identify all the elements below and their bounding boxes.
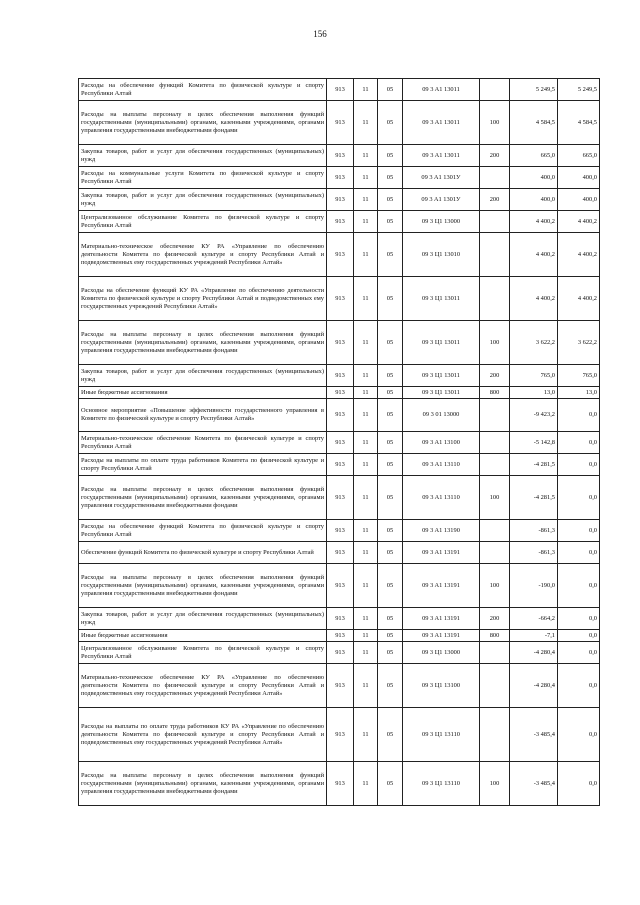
cell-amount-2: 0,0 [558,432,600,454]
cell-target-article: 09 3 Ц1 13011 [403,277,480,321]
cell-amount-1: -861,3 [510,520,558,542]
cell-section: 11 [354,642,378,664]
cell-section: 11 [354,277,378,321]
cell-subsection: 05 [378,564,403,608]
cell-amount-2: 400,0 [558,167,600,189]
cell-amount-1: 5 249,5 [510,79,558,101]
cell-amount-2: 0,0 [558,608,600,630]
cell-expense-type: 100 [480,564,510,608]
cell-target-article: 09 3 A1 13191 [403,608,480,630]
cell-amount-1: 4 400,2 [510,233,558,277]
table-row [79,145,600,167]
cell-ministry-code: 913 [327,564,354,608]
cell-subsection: 05 [378,321,403,365]
cell-amount-2: 400,0 [558,189,600,211]
table-row [79,387,600,399]
cell-section: 11 [354,79,378,101]
cell-ministry-code: 913 [327,189,354,211]
cell-section: 11 [354,762,378,806]
cell-subsection: 05 [378,101,403,145]
cell-target-article: 09 3 Ц1 13011 [403,365,480,387]
cell-target-article: 09 3 01 13000 [403,399,480,432]
cell-target-article: 09 3 A1 13100 [403,432,480,454]
cell-expense-type [480,454,510,476]
cell-amount-2: 0,0 [558,762,600,806]
cell-subsection: 05 [378,167,403,189]
cell-name: Расходы на выплаты по оплате труда работников КУ РА «Управление по обеспечению деятельности Комитета по физической культуре и спорту Республики Алтай и подведомственных ему государственных учреждений Республики Алтай» [79,708,327,762]
cell-name: Закупка товаров, работ и услуг для обеспечения государственных (муниципальных) нужд [79,608,327,630]
table-row [79,520,600,542]
cell-expense-type [480,167,510,189]
cell-name: Материально-техническое обеспечение КУ РА «Управление по обеспечению деятельности Комитета по физической культуре и спорту Республики Алтай и подведомственных ему государственных учреждений Республики Алтай» [79,233,327,277]
cell-expense-type: 800 [480,387,510,399]
cell-subsection: 05 [378,520,403,542]
cell-ministry-code: 913 [327,211,354,233]
cell-section: 11 [354,387,378,399]
table-row [79,233,600,277]
cell-subsection: 05 [378,399,403,432]
cell-amount-2: 5 249,5 [558,79,600,101]
cell-subsection: 05 [378,664,403,708]
cell-subsection: 05 [378,365,403,387]
cell-amount-2: 0,0 [558,664,600,708]
cell-amount-1: -3 485,4 [510,762,558,806]
cell-subsection: 05 [378,642,403,664]
cell-name: Расходы на обеспечение функций КУ РА «Управление по обеспечению деятельности Комитета по физической культуре и спорту Республики Алтай и подведомственных ему государственных учреждений Республики Алтай» [79,277,327,321]
table-row [79,642,600,664]
cell-amount-1: -9 423,2 [510,399,558,432]
cell-target-article: 09 3 Ц1 13000 [403,642,480,664]
cell-name: Материально-техническое обеспечение КУ РА «Управление по обеспечению деятельности Комитета по физической культуре и спорту Республики Алтай и подведомственных ему государственных учреждений Республики Алтай» [79,664,327,708]
cell-ministry-code: 913 [327,365,354,387]
cell-ministry-code: 913 [327,476,354,520]
table-row [79,708,600,762]
cell-expense-type: 200 [480,365,510,387]
table-row [79,399,600,432]
cell-name: Расходы на выплаты персоналу в целях обеспечения выполнения функций государственными (муниципальными) органами, казенными учреждениями, органами управления государственными внебюджетными фондами [79,762,327,806]
table-row [79,454,600,476]
cell-name: Централизованное обслуживание Комитета по физической культуре и спорту Республики Алтай [79,211,327,233]
cell-amount-1: -4 281,5 [510,454,558,476]
cell-ministry-code: 913 [327,608,354,630]
table-row [79,476,600,520]
cell-section: 11 [354,101,378,145]
cell-expense-type: 800 [480,630,510,642]
cell-amount-2: 0,0 [558,520,600,542]
cell-amount-2: 4 584,5 [558,101,600,145]
cell-expense-type [480,642,510,664]
budget-table [78,78,600,806]
table-row [79,762,600,806]
cell-amount-1: -190,0 [510,564,558,608]
cell-amount-2: 4 400,2 [558,277,600,321]
cell-amount-2: 0,0 [558,542,600,564]
cell-subsection: 05 [378,189,403,211]
table-row [79,365,600,387]
cell-expense-type [480,542,510,564]
cell-amount-1: 13,0 [510,387,558,399]
cell-target-article: 09 3 Ц1 13011 [403,321,480,365]
cell-subsection: 05 [378,708,403,762]
cell-target-article: 09 3 A1 13110 [403,454,480,476]
cell-amount-2: 0,0 [558,399,600,432]
cell-name: Расходы на выплаты персоналу в целях обеспечения выполнения функций государственными (муниципальными) органами, казенными учреждениями, органами управления государственными внебюджетными фондами [79,101,327,145]
cell-amount-2: 0,0 [558,642,600,664]
cell-amount-1: -4 280,4 [510,664,558,708]
cell-amount-2: 4 400,2 [558,211,600,233]
cell-section: 11 [354,564,378,608]
cell-amount-2: 0,0 [558,708,600,762]
cell-ministry-code: 913 [327,542,354,564]
cell-section: 11 [354,167,378,189]
cell-ministry-code: 913 [327,277,354,321]
cell-expense-type [480,211,510,233]
cell-target-article: 09 3 A1 1301У [403,189,480,211]
cell-section: 11 [354,432,378,454]
cell-amount-2: 765,0 [558,365,600,387]
cell-expense-type: 100 [480,101,510,145]
cell-ministry-code: 913 [327,520,354,542]
cell-amount-1: -4 280,4 [510,642,558,664]
cell-subsection: 05 [378,476,403,520]
cell-amount-1: 4 400,2 [510,277,558,321]
cell-expense-type: 200 [480,608,510,630]
cell-subsection: 05 [378,277,403,321]
cell-ministry-code: 913 [327,101,354,145]
cell-amount-1: -664,2 [510,608,558,630]
cell-expense-type [480,233,510,277]
page-number: 156 [313,29,327,39]
cell-expense-type [480,277,510,321]
cell-amount-1: -3 485,4 [510,708,558,762]
table-row [79,321,600,365]
cell-ministry-code: 913 [327,762,354,806]
cell-target-article: 09 3 A1 13011 [403,145,480,167]
cell-expense-type: 100 [480,321,510,365]
cell-subsection: 05 [378,233,403,277]
cell-amount-1: 400,0 [510,189,558,211]
cell-target-article: 09 3 Ц1 13010 [403,233,480,277]
cell-target-article: 09 3 A1 13191 [403,630,480,642]
cell-subsection: 05 [378,762,403,806]
cell-expense-type [480,432,510,454]
cell-name: Централизованное обслуживание Комитета по физической культуре и спорту Республики Алтай [79,642,327,664]
cell-ministry-code: 913 [327,233,354,277]
cell-amount-1: 4 400,2 [510,211,558,233]
cell-name: Закупка товаров, работ и услуг для обеспечения государственных (муниципальных) нужд [79,145,327,167]
cell-ministry-code: 913 [327,387,354,399]
cell-amount-2: 3 622,2 [558,321,600,365]
cell-section: 11 [354,454,378,476]
cell-target-article: 09 3 A1 13011 [403,101,480,145]
table-row [79,630,600,642]
cell-amount-1: -4 281,5 [510,476,558,520]
cell-amount-2: 0,0 [558,630,600,642]
cell-section: 11 [354,476,378,520]
cell-section: 11 [354,399,378,432]
cell-target-article: 09 3 A1 13011 [403,79,480,101]
cell-amount-2: 4 400,2 [558,233,600,277]
cell-amount-1: 3 622,2 [510,321,558,365]
cell-name: Основное мероприятие «Повышение эффективности государственного управления в Комитете по физической культуре и спорту Республики Алтай» [79,399,327,432]
table-row [79,277,600,321]
cell-expense-type [480,520,510,542]
cell-amount-2: 0,0 [558,564,600,608]
cell-expense-type [480,79,510,101]
cell-name: Расходы на коммунальные услуги Комитета по физической культуре и спорту Республики Алтай [79,167,327,189]
cell-name: Закупка товаров, работ и услуг для обеспечения государственных (муниципальных) нужд [79,189,327,211]
cell-target-article: 09 3 A1 13191 [403,542,480,564]
cell-target-article: 09 3 A1 13110 [403,476,480,520]
cell-amount-1: -7,1 [510,630,558,642]
cell-amount-2: 665,0 [558,145,600,167]
cell-name: Иные бюджетные ассигнования [79,387,327,399]
table-row [79,167,600,189]
cell-name: Расходы на выплаты персоналу в целях обеспечения выполнения функций государственными (муниципальными) органами, казенными учреждениями, органами управления государственными внебюджетными фондами [79,564,327,608]
cell-target-article: 09 3 A1 1301У [403,167,480,189]
cell-ministry-code: 913 [327,708,354,762]
table-row [79,664,600,708]
cell-amount-2: 0,0 [558,476,600,520]
cell-subsection: 05 [378,630,403,642]
cell-ministry-code: 913 [327,664,354,708]
cell-name: Обеспечение функций Комитета по физической культуре и спорту Республики Алтай [79,542,327,564]
table-row [79,79,600,101]
cell-section: 11 [354,664,378,708]
cell-ministry-code: 913 [327,642,354,664]
cell-target-article: 09 3 Ц1 13100 [403,664,480,708]
cell-target-article: 09 3 Ц1 13000 [403,211,480,233]
cell-amount-1: 765,0 [510,365,558,387]
cell-section: 11 [354,630,378,642]
cell-name: Расходы на обеспечение функций Комитета по физической культуре и спорту Республики Алтай [79,79,327,101]
table-row [79,564,600,608]
cell-section: 11 [354,145,378,167]
cell-section: 11 [354,708,378,762]
cell-name: Расходы на обеспечение функций Комитета по физической культуре и спорту Республики Алтай [79,520,327,542]
table-row [79,432,600,454]
cell-amount-1: 400,0 [510,167,558,189]
cell-ministry-code: 913 [327,79,354,101]
cell-name: Расходы на выплаты персоналу в целях обеспечения выполнения функций государственными (муниципальными) органами, казенными учреждениями, органами управления государственными внебюджетными фондами [79,476,327,520]
cell-expense-type: 100 [480,476,510,520]
table-row [79,608,600,630]
cell-ministry-code: 913 [327,432,354,454]
cell-target-article: 09 3 Ц1 13110 [403,762,480,806]
cell-subsection: 05 [378,608,403,630]
table-row [79,101,600,145]
cell-subsection: 05 [378,432,403,454]
cell-section: 11 [354,211,378,233]
cell-ministry-code: 913 [327,145,354,167]
cell-amount-1: 4 584,5 [510,101,558,145]
cell-amount-2: 0,0 [558,454,600,476]
cell-name: Материально-техническое обеспечение Комитета по физической культуре и спорту Республики Алтай [79,432,327,454]
cell-section: 11 [354,365,378,387]
cell-section: 11 [354,189,378,211]
cell-name: Иные бюджетные ассигнования [79,630,327,642]
cell-expense-type: 200 [480,145,510,167]
table-row [79,189,600,211]
cell-ministry-code: 913 [327,454,354,476]
cell-subsection: 05 [378,211,403,233]
cell-name: Закупка товаров, работ и услуг для обеспечения государственных (муниципальных) нужд [79,365,327,387]
cell-target-article: 09 3 A1 13191 [403,564,480,608]
cell-amount-2: 13,0 [558,387,600,399]
cell-section: 11 [354,233,378,277]
table-body [79,79,600,806]
cell-section: 11 [354,520,378,542]
cell-expense-type [480,708,510,762]
cell-subsection: 05 [378,542,403,564]
cell-ministry-code: 913 [327,167,354,189]
cell-section: 11 [354,608,378,630]
cell-ministry-code: 913 [327,321,354,365]
cell-subsection: 05 [378,79,403,101]
cell-amount-1: 665,0 [510,145,558,167]
cell-ministry-code: 913 [327,630,354,642]
cell-section: 11 [354,321,378,365]
cell-expense-type [480,664,510,708]
cell-section: 11 [354,542,378,564]
cell-expense-type [480,399,510,432]
cell-expense-type: 200 [480,189,510,211]
cell-target-article: 09 3 Ц1 13110 [403,708,480,762]
cell-name: Расходы на выплаты персоналу в целях обеспечения выполнения функций государственными (муниципальными) органами, казенными учреждениями, органами управления государственными внебюджетными фондами [79,321,327,365]
cell-subsection: 05 [378,387,403,399]
cell-subsection: 05 [378,145,403,167]
cell-subsection: 05 [378,454,403,476]
cell-target-article: 09 3 A1 13190 [403,520,480,542]
table-row [79,542,600,564]
cell-name: Расходы на выплаты по оплате труда работников Комитета по физической культуре и спорту Республики Алтай [79,454,327,476]
table-row [79,211,600,233]
cell-amount-1: -5 142,8 [510,432,558,454]
cell-expense-type: 100 [480,762,510,806]
cell-ministry-code: 913 [327,399,354,432]
cell-target-article: 09 3 Ц1 13011 [403,387,480,399]
cell-amount-1: -861,3 [510,542,558,564]
